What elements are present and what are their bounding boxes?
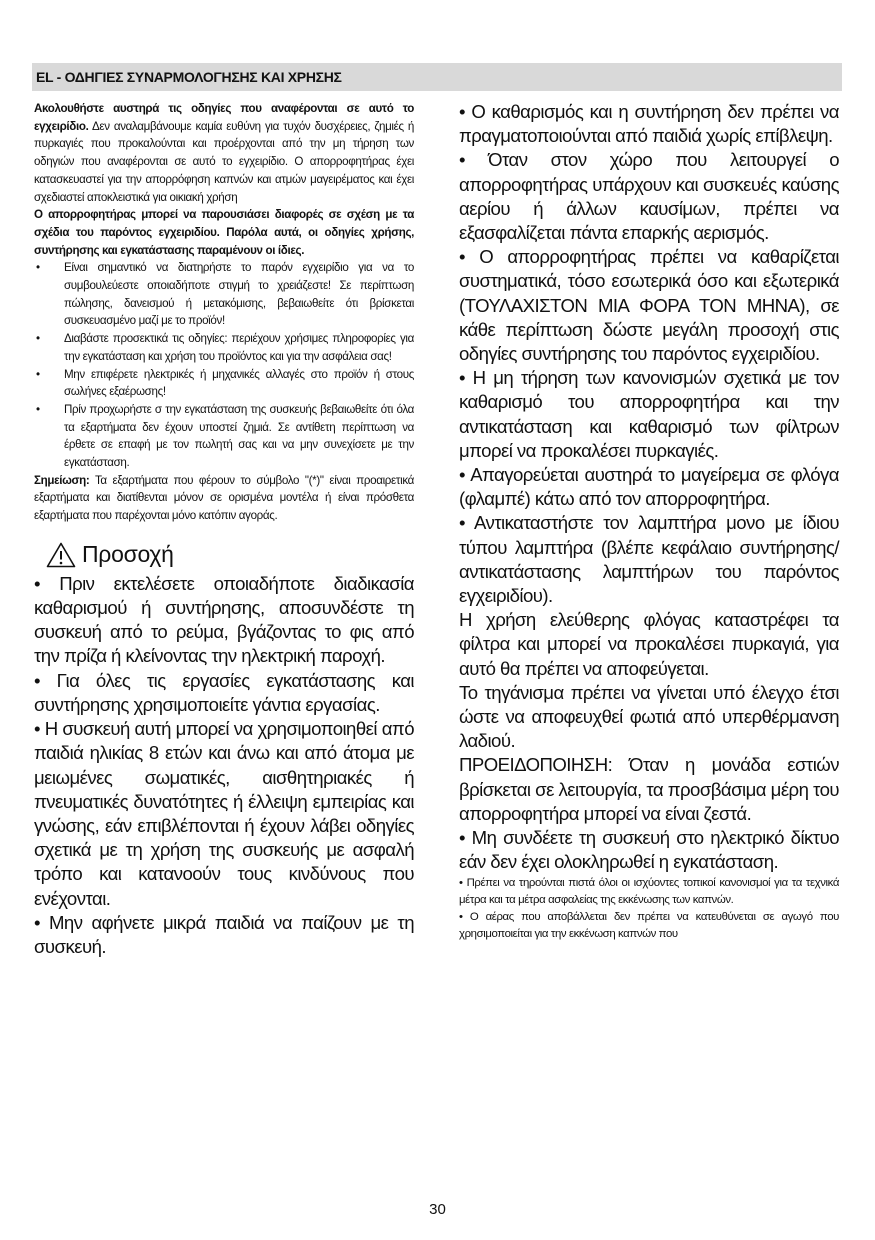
small-paragraph: • Πρέπει να τηρούνται πιστά όλοι οι ισχύοντες τοπικοί κανονισμοί για τα τεχνικά μέτρα και τα μέτρα ασφαλείας της εκκένωσης των καπνών. [459, 876, 839, 906]
bullet-icon: • [36, 402, 40, 416]
note-label: Σημείωση: [34, 473, 90, 487]
intro-paragraph-2 [34, 206, 414, 259]
note-text: Τα εξαρτήματα που φέρουν το σύμβολο "(*)" είναι προαιρετικά εξαρτήματα και διατίθενται μόνον σε ορισμένα μοντέλα ή είναι πρόσθετα εξαρτήματα που παρέχονται μόνο κατόπιν αγοράς. [34, 473, 414, 523]
caution-paragraph: • Όταν στον χώρο που λειτουργεί ο απορροφητήρας υπάρχουν και συσκευές καύσης αερίου ή άλλων καυσίμων, πρέπει να εξασφαλίζεται πάντα επαρκής αερισμός. [459, 149, 839, 244]
list-item: • Πρίν προχωρήστε σ την εγκατάσταση της συσκευής βεβαιωθείτε ότι όλα τα εξαρτήματα δεν έχουν υποστεί ζημιά. Σε αντίθετη περίπτωση να έρθετε σε επαφή με τον πωλητή σας και να μην συνεχίσετε με την εγκατάσταση. [36, 402, 414, 470]
caution-paragraph: • Πριν εκτελέσετε οποιαδήποτε διαδικασία καθαρισμού ή συντήρησης, αποσυνδέστε τη συσκευή από το ρεύμα, βγάζοντας το φις από την πρίζα ή κλείνοντας την ηλεκτρική παροχή. [34, 572, 414, 667]
caution-paragraph: Η χρήση ελεύθερης φλόγας καταστρέφει τα φίλτρα και μπορεί να προκαλέσει πυρκαγιά, για αυτό θα πρέπει να αποφεύγεται. [459, 609, 839, 679]
intro-bold-text-2: Ο απορροφητήρας μπορεί να παρουσιάσει διαφορές σε σχέση με τα σχέδια του παρόντος εγχειριδίου. Παρόλα αυτά, οι οδηγίες χρήσης, συντήρησης και εγκατάστασης παραμένουν οι ίδιες. [34, 208, 414, 257]
caution-paragraph: • Απαγορεύεται αυστηρά το μαγείρεμα σε φλόγα (φλαμπέ) κάτω από τον απορροφητήρα. [459, 464, 839, 510]
list-item: • Μην επιφέρετε ηλεκτρικές ή μηχανικές αλλαγές στο προϊόν ή στους σωλήνες εξαέρωσης! [36, 367, 414, 399]
right-column [459, 100, 839, 944]
intro-bold-text: Ακολουθήστε αυστηρά τις οδηγίες που αναφέρονται σε αυτό το εγχειρίδιο. [34, 102, 414, 133]
list-item: • Είναι σημαντικό να διατηρήστε το παρόν εγχειρίδιο για να το συμβουλεύεστε οποιαδήποτε στιγμή το χρειάζεστε! Σε περίπτωση πώλησης, δανεισμού ή μετακόμισης, βεβαιωθείτε ότι βρίσκεται συσκευασμένο μαζί με το προϊόν! [36, 261, 414, 328]
caution-paragraph: • Για όλες τις εργασίες εγκατάστασης και συντήρησης χρησιμοποιείτε γάντια εργασίας. [34, 669, 414, 715]
caution-paragraph: • Μη συνδέετε τη συσκευή στο ηλεκτρικό δίκτυο εάν δεν έχει ολοκληρωθεί η εγκατάσταση. [459, 827, 839, 873]
caution-paragraph: • Αντικαταστήστε τον λαμπτήρα μονο με ίδιου τύπου λαμπτήρα (βλέπε κεφάλαιο συντήρησης/αντικατάστασης λαμπτήρων του παρόντος εγχειριδίου). [459, 512, 839, 607]
note-paragraph [34, 472, 414, 525]
bullet-icon: • [36, 261, 40, 275]
section-title: EL - ΟΔΗΓΙΕΣ ΣΥΝΑΡΜΟΛΟΓΗΣΗΣ ΚΑΙ ΧΡΗΣΗΣ [36, 69, 342, 85]
caution-paragraph: Το τηγάνισμα πρέπει να γίνεται υπό έλεγχο έτσι ώστε να αποφευχθεί φωτιά από υπερθέρμανση λαδιού. [459, 681, 839, 752]
left-column [34, 100, 414, 959]
intro-text: Δεν αναλαμβάνουμε καμία ευθύνη για τυχόν δυσχέρειες, ζημιές ή πυρκαγιές που προκαλούνται και προέρχονται από την μη τήρηση των οδηγιών που αναφέρονται σε αυτό το εγχειρίδιο. Ο απορροφητήρας έχει κατασκευαστεί για την απορρόφηση καπνών και ατμών μαγειρέματος και έχει σχεδιαστεί αποκλειστικά για οικιακή χρήση [34, 119, 414, 204]
section-header [32, 63, 842, 91]
caution-heading [34, 538, 414, 572]
small-paragraph: • Ο αέρας που αποβάλλεται δεν πρέπει να κατευθύνεται σε αγωγό που χρησιμοποιείται για την εκκένωση καπνών που [459, 911, 839, 941]
bullet-icon: • [36, 332, 40, 346]
intro-bullet-list [34, 259, 414, 471]
caution-paragraph: • Μην αφήνετε μικρά παιδιά να παίζουν με τη συσκευή. [34, 911, 414, 957]
intro-paragraph-1 [34, 100, 414, 206]
caution-paragraph: • Ο απορροφητήρας πρέπει να καθαρίζεται συστηματικά, τόσο εσωτερικά όσο και εξωτερικά (ΤΟΥΛΑΧΙΣΤΟΝ ΜΙΑ ΦΟΡΑ ΤΟΝ ΜΗΝΑ), σε κάθε περίπτωση δώστε μεγάλη προσοχή στις οδηγίες συντήρησης του παρόντος εγχειριδίου. [459, 246, 839, 365]
caution-title: Προσοχή [82, 541, 174, 568]
caution-paragraph: • Η μη τήρηση των κανονισμών σχετικά με τον καθαρισμό του απορροφητήρα και την αντικατάσταση και καθαρισμό των φίλτρων μπορεί να προκαλέσει πυρκαγιές. [459, 367, 839, 461]
bullet-icon: • [36, 367, 40, 381]
caution-paragraph: • Ο καθαρισμός και η συντήρηση δεν πρέπει να πραγματοποιούνται από παιδιά χωρίς επίβλεψη. [459, 101, 839, 147]
caution-paragraph: • Η συσκευή αυτή μπορεί να χρησιμοποιηθεί από παιδιά ηλικίας 8 ετών και άνω και από άτομα με μειωμένες σωματικές, αισθητηριακές ή πνευματικές δυνατότητες ή έλλειψη εμπειρίας και γνώσης, εάν επιβλέπονται ή έχουν λάβει οδηγίες σχετικά με τη χρήση της συσκευής με ασφαλή τρόπο και κατανοούν τους κινδύνους που ενέχονται. [34, 718, 414, 909]
list-item: • Διαβάστε προσεκτικά τις οδηγίες: περιέχουν χρήσιμες πληροφορίες για την εγκατάσταση και χρήση του προϊόντος και για την ασφάλεια σας! [36, 332, 414, 363]
page-number: 30 [429, 1201, 446, 1218]
warning-triangle-icon [46, 542, 76, 568]
caution-paragraph: ΠΡΟΕΙΔΟΠΟΙΗΣΗ: Όταν η μονάδα εστιών βρίσκεται σε λειτουργία, τα προσβάσιμα μέρη του απορροφητήρα μπορεί να είναι ζεστά. [459, 754, 839, 824]
